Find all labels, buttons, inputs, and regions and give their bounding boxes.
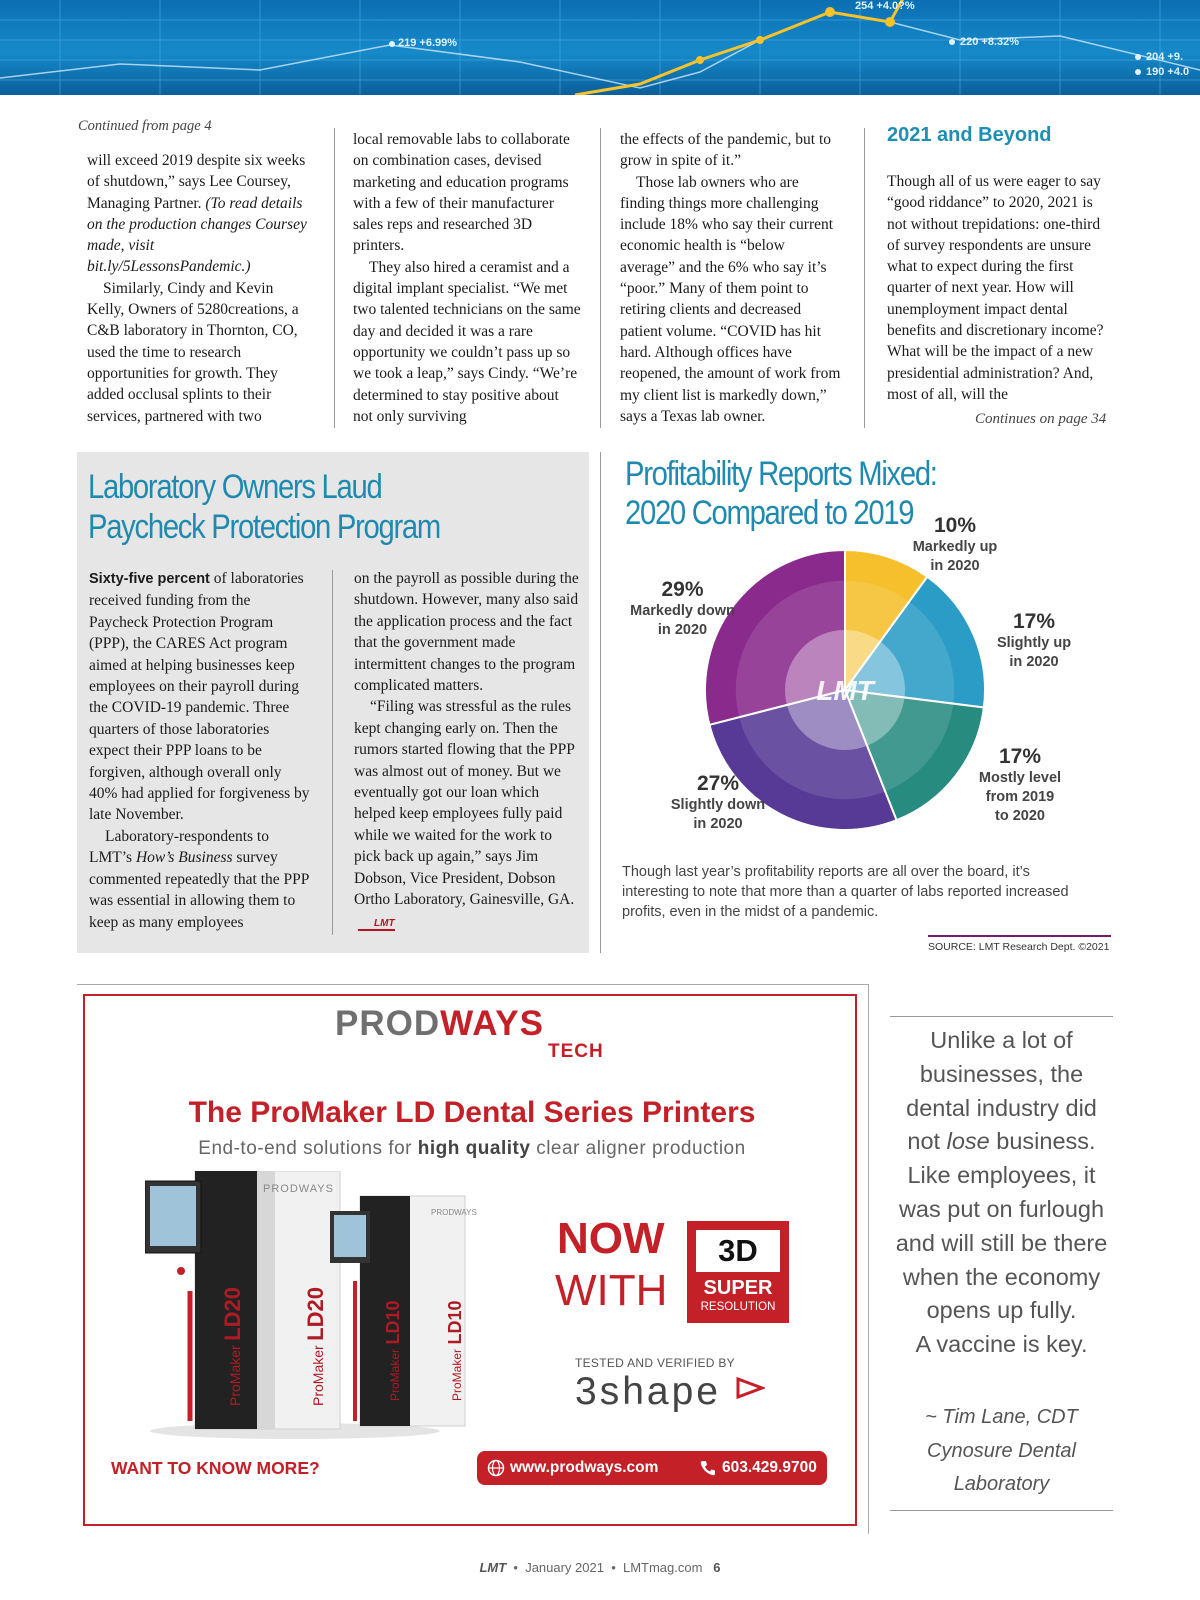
slice-desc: Slightly up [996,635,1072,651]
page-footer: LMT • January 2021 • LMTmag.com 6 [479,1560,721,1575]
pie-center-logo: LMT [816,675,874,706]
ppp-title [88,467,501,547]
ppp-text: “Filing was stressful as the rules kept changing early on. Then the rumors started flowing that the PPP was almost out of money. But we eventually got our loan which helped keep employees fully paid while we waited for the work to pick back up again,” says Jim Dobson, Vice President, Dobson Ortho Laboratory, Gainesville, GA. [354,698,575,909]
want-to-know-more: WANT TO KNOW MORE? [111,1458,320,1478]
slice-pct: 27% [696,772,740,795]
slice-label-markedly-up [900,514,1010,576]
printer-model-ld20-panel [303,1287,329,1406]
quote-line: A vaccine is key. [915,1331,1088,1358]
ppp-text: Laboratory-respondents to LMT’s [89,827,269,867]
ppp-lead-bold: Sixty-five percent [89,571,210,587]
ppp-text: of laboratories received funding from the Paycheck Protection Program (PPP), the CARES Act program aimed at helping businesses keep employees on their payroll during the COVID-19 pandemic. Three quarters of those laboratories expect their PPP loans to be forgiven, although overall only 40% had applied for forgiveness by late November. [89,570,310,824]
quote-line: and will still be there [895,1229,1108,1256]
quote-rule [890,1016,1113,1017]
ad-now-text: NOW [557,1214,665,1263]
column-divider [334,128,335,428]
survey-name: How’s Business [135,849,233,867]
ad-sub-text: End-to-end solutions for [198,1138,413,1159]
slice-label-slightly-down [658,772,778,834]
slice-desc: in 2020 [930,558,980,574]
quote-line: businesses, the [919,1060,1084,1087]
column-divider [864,128,865,428]
footer-date: January 2021 [525,1560,604,1575]
model-prefix: ProMaker [388,1348,402,1401]
ppp-column-1 [89,568,313,933]
chart-source: SOURCE: LMT Research Dept. ©2021 [928,941,1110,953]
attribution-line: ~ Tim Lane, CDT [925,1406,1078,1428]
article-column-3 [620,129,842,427]
quote-line: was put on furlough [898,1195,1105,1222]
chart-caption: Though last year’s profitability reports are all over the board, it’s interesting to note that more than a quarter of labs reported increased profits, even in the midst of a pandemic. [622,864,1069,920]
footer-site[interactable]: LMTmag.com [622,1560,703,1575]
ad-subheadline [85,1138,859,1160]
ad-with-text: WITH [555,1266,668,1315]
ad-sub-bold: high quality [417,1138,531,1159]
quote-text: business. [996,1128,1096,1155]
contact-bar[interactable] [477,1451,827,1485]
printer-model-ld10-panel [445,1301,466,1401]
model-prefix: ProMaker [450,1348,464,1401]
website-link[interactable] [487,1459,658,1477]
ppp-paragraph: on the payroll as possible during the shutdown. However, many also said the application process and the fact that the government made intermittent changes to the program complicated matters. [354,570,579,695]
3d-super-resolution-badge [687,1221,789,1323]
logo-text-ways: WAYS [440,1004,544,1043]
tested-verified-label: TESTED AND VERIFIED BY [575,1356,735,1370]
printer-brand-mark: PRODWAYS [431,1208,477,1217]
prodways-ad[interactable] [83,994,857,1526]
page-number: 6 [713,1560,721,1575]
globe-icon [487,1459,505,1477]
attribution-line: Cynosure Dental [927,1439,1076,1462]
slice-pct: 17% [1012,610,1056,633]
quote-text: not [907,1128,941,1155]
slice-desc: Markedly down [630,603,735,619]
slice-desc: Slightly down [670,797,766,813]
ppp-title-line: Paycheck Protection Program [88,508,440,546]
ad-headline: The ProMaker LD Dental Series Printers [188,1096,756,1129]
chart-title-line: Profitability Reports Mixed: [625,455,937,493]
end-mark-logo: LMT [358,919,395,931]
banner-tick: 220 +8.32% [960,36,1020,48]
banner-tick: 254 +4.0?% [855,0,915,12]
article-paragraph: Those lab owners who are finding things more challenging include 18% who say their current economic health is “below average” and the 6% who say it’s “poor.” Many of them point to retiring clients and decreased patient volume. “COVID has hit hard. Although offices have reopened, the amount of work from my client list is markedly down,” says a Texas lab owner. [620,173,841,425]
slice-label-mostly-level [968,745,1072,826]
printer-model-ld10 [383,1301,404,1401]
article-column-1 [87,150,312,427]
quote-line [885,1125,1118,1159]
continued-from-note: Continued from page 4 [78,118,212,134]
logo-text-prod: PROD [335,1004,441,1043]
attribution-line: Laboratory [953,1473,1050,1495]
footer-magazine: LMT [479,1560,507,1575]
quote-line: opens up fully. [926,1297,1077,1324]
badge-3d: 3D [696,1230,780,1272]
banner-graph-graphic [0,0,1200,95]
model-prefix: ProMaker [227,1345,243,1406]
quote-line: when the economy [902,1263,1101,1290]
chart-title-line: 2020 Compared to 2019 [625,494,914,532]
phone-text[interactable]: 603.429.9700 [722,1459,817,1477]
article-paragraph: Though all of us were eager to say “good riddance” to 2020, 2021 is not without trepidations: one-third of survey respondents are unsure what to expect during the first quarter of next year. How will unemployment impact dental benefits and discretionary income? What will be the impact of a new presidential administration? And, most of all, will the [887,173,1104,403]
phone-link[interactable] [699,1459,817,1477]
quote-line: dental industry did [906,1094,1097,1121]
slice-label-markedly-down [620,578,745,640]
3shape-logo [575,1370,765,1414]
section-heading: 2021 and Beyond [887,124,1052,146]
slice-desc: Markedly up [912,539,998,555]
model-name: LD20 [303,1287,328,1341]
ppp-column-2 [354,568,580,932]
slice-desc: in 2020 [657,622,708,638]
chart-title [625,455,937,533]
article-paragraph: local removable labs to collaborate on combination cases, devised marketing and education programs with a few of their manufacturer sales reps and researched 3D printers. [353,131,570,255]
banner-tick: 204 +9. [1146,51,1184,63]
model-name: LD10 [383,1300,403,1345]
slice-pct: 29% [661,578,704,601]
column-divider [600,452,601,953]
slice-desc: to 2020 [995,808,1045,824]
header-banner [0,0,1200,95]
article-link-text[interactable]: (To read details on the production changes Coursey made, visit bit.ly/5LessonsPandemic.) [87,194,307,276]
article-column-2 [353,129,581,427]
slice-pct: 17% [998,745,1042,768]
source-rule [928,935,1111,937]
3shape-wordmark: 3shape [575,1370,721,1413]
slice-desc: in 2020 [693,816,743,832]
quote-rule [890,1510,1113,1511]
pull-quote [885,1024,1118,1362]
slice-label-slightly-up [982,610,1086,672]
article-paragraph: the effects of the pandemic, but to grow in spite of it.” [620,131,832,170]
model-prefix: ProMaker [310,1345,326,1406]
quote-attribution [885,1401,1118,1502]
badge-resolution: RESOLUTION [700,1301,776,1313]
column-divider [600,128,601,428]
website-text[interactable]: www.prodways.com [510,1459,659,1477]
phone-icon [699,1459,717,1477]
ad-sub-text: clear aligner production [536,1138,746,1159]
badge-super: SUPER [703,1277,773,1299]
model-name: LD20 [220,1287,245,1341]
banner-tick: 190 +4.0 [1146,66,1190,78]
slice-desc: in 2020 [1009,654,1059,670]
article-text: will exceed 2019 despite six weeks of shutdown,” says Lee Coursey, Managing Partner. [87,152,306,212]
printer-model-ld20 [220,1287,246,1406]
ppp-title-line: Laboratory Owners Laud [88,468,382,506]
column-divider [332,570,333,935]
article-paragraph: They also hired a ceramist and a digital implant specialist. “We met two talented technicians on the same day and decided it was a rare opportunity we couldn’t pass up so we took a leap,” says Cindy. “We’re determined to stay positive about not only surviving [353,258,581,425]
prodways-logo [335,1006,544,1042]
banner-tick: 219 +6.99% [398,37,458,49]
printer-brand-mark: PRODWAYS [263,1183,334,1195]
article-column-4 [887,171,1115,405]
logo-text-tech: TECH [548,1041,604,1062]
3shape-triangle-icon [735,1376,765,1400]
model-name: LD10 [445,1300,465,1345]
continues-on-note: Continues on page 34 [975,411,1107,427]
quote-line: Like employees, it [907,1162,1096,1189]
quote-line: Unlike a lot of [930,1027,1073,1053]
article-paragraph: Similarly, Cindy and Kevin Kelly, Owners of 5280creations, a C&B laboratory in Thornton, CO, used the time to research opportunities for growth. They added occlusal splints to their services, partnered with two [87,279,299,425]
quote-emphasis: lose [946,1128,990,1155]
slice-desc: Mostly level [978,770,1062,786]
ppp-text: survey commented repeatedly that the PPP was essential in allowing them to keep as many employees [89,849,309,931]
slice-desc: from 2019 [985,789,1055,805]
slice-pct: 10% [933,514,977,537]
